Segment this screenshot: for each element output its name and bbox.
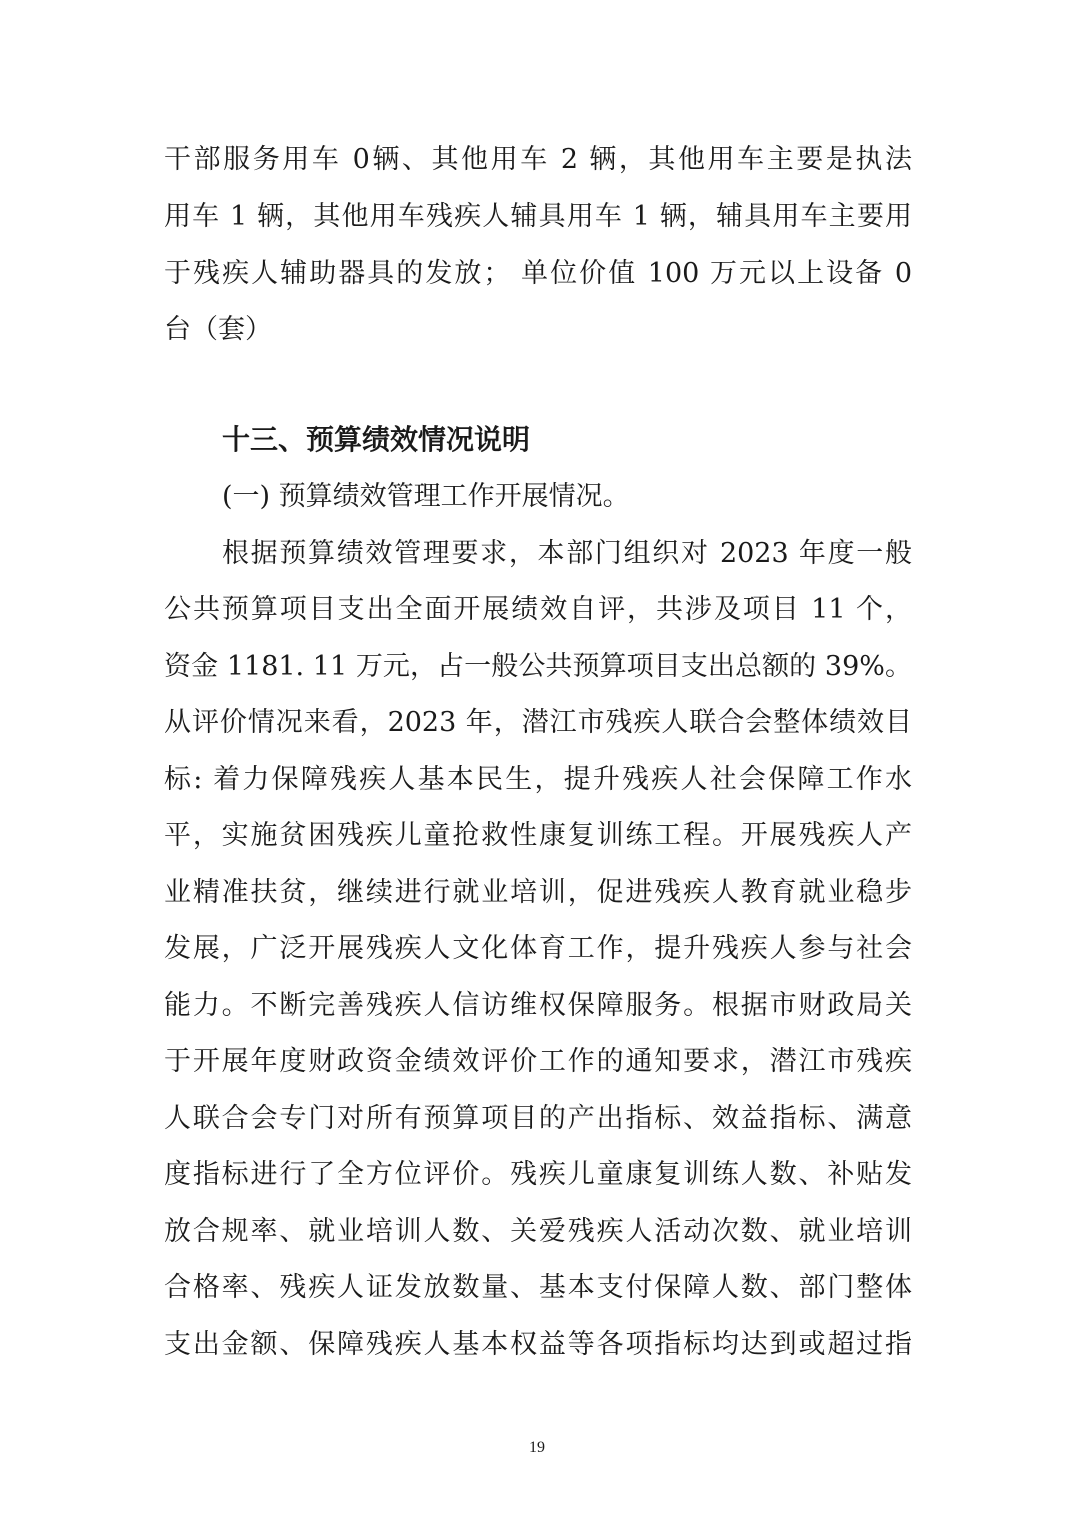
subsection-heading: (一) 预算绩效管理工作开展情况。: [222, 481, 630, 512]
body-line-8: 发展，广泛开展残疾人文化体育工作，提升残疾人参与社会: [164, 933, 912, 964]
continuation-line-1: 干部服务用车 0辆、其他用车 2 辆，其他用车主要是执法: [164, 144, 912, 175]
body-line-3: 资金 1181. 11 万元，占一般公共预算项目支出总额的 39%。: [164, 651, 912, 682]
continuation-line-2: 用车 1 辆，其他用车残疾人辅具用车 1 辆，辅具用车主要用: [164, 201, 912, 232]
body-line-10: 于开展年度财政资金绩效评价工作的通知要求，潜江市残疾: [164, 1046, 912, 1077]
page-number: 19: [529, 1439, 545, 1456]
continuation-line-4: 台（套）: [164, 314, 272, 345]
body-line-5: 标: 着力保障残疾人基本民生，提升残疾人社会保障工作水: [164, 764, 912, 795]
body-line-11: 人联合会专门对所有预算项目的产出指标、效益指标、满意: [164, 1103, 912, 1134]
body-line-12: 度指标进行了全方位评价。残疾儿童康复训练人数、补贴发: [164, 1159, 912, 1190]
body-line-1: 根据预算绩效管理要求，本部门组织对 2023 年度一般: [222, 538, 912, 569]
body-line-15: 支出金额、保障残疾人基本权益等各项指标均达到或超过指: [164, 1329, 912, 1360]
body-line-13: 放合规率、就业培训人数、关爱残疾人活动次数、就业培训: [164, 1216, 912, 1247]
body-line-6: 平，实施贫困残疾儿童抢救性康复训练工程。开展残疾人产: [164, 820, 912, 851]
body-line-7: 业精准扶贫，继续进行就业培训，促进残疾人教育就业稳步: [164, 877, 912, 908]
body-line-14: 合格率、残疾人证发放数量、基本支付保障人数、部门整体: [164, 1272, 912, 1303]
continuation-line-3: 于残疾人辅助器具的发放； 单位价值 100 万元以上设备 0: [164, 258, 912, 289]
body-line-9: 能力。不断完善残疾人信访维权保障服务。根据市财政局关: [164, 990, 912, 1021]
body-line-2: 公共预算项目支出全面开展绩效自评，共涉及项目 11 个，: [164, 594, 912, 625]
section-heading: 十三、预算绩效情况说明: [222, 423, 531, 456]
body-line-4: 从评价情况来看，2023 年，潜江市残疾人联合会整体绩效目: [164, 707, 912, 738]
